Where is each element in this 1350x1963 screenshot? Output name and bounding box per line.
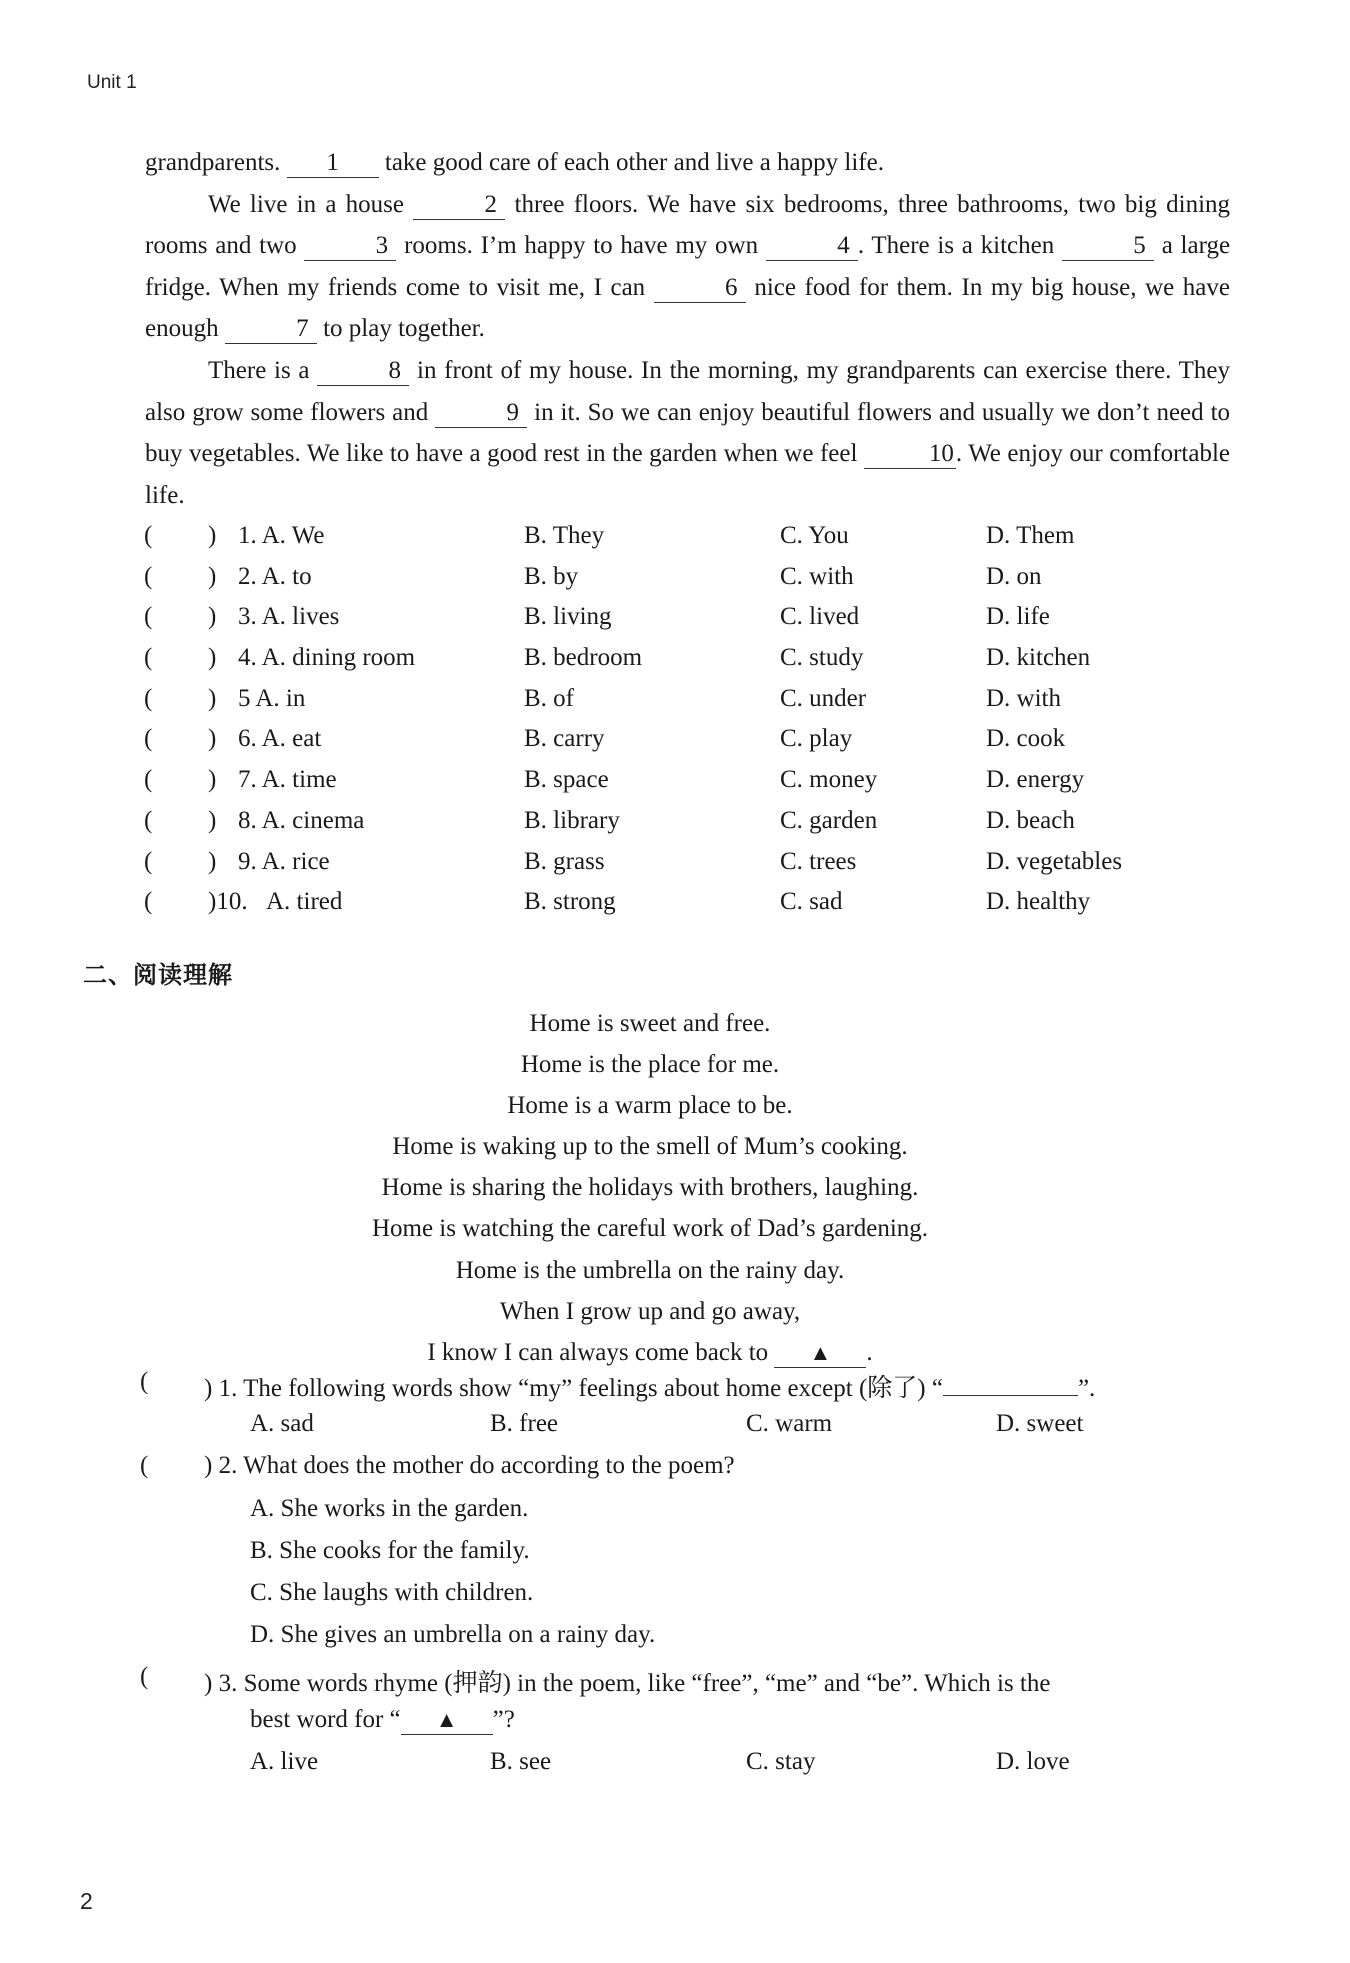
choice-row-1 — [140, 522, 1240, 563]
question-text — [204, 1368, 1095, 1404]
blank-2[interactable]: 2 — [413, 191, 505, 220]
option-c: C. trees — [780, 847, 857, 875]
option-d: D. vegetables — [986, 847, 1123, 875]
question-2-option-a — [140, 1495, 1250, 1537]
question-3-options — [140, 1748, 1250, 1790]
blank-10[interactable]: 10 — [864, 440, 956, 469]
passage-text: We live in a house — [208, 190, 405, 218]
choice-row-8 — [140, 807, 1240, 848]
question-3-line2 — [140, 1706, 1250, 1748]
question-text-post: ”? — [492, 1705, 515, 1733]
option-b: B. free — [490, 1410, 559, 1438]
answer-paren-close: ) — [208, 522, 217, 549]
question-2-option-b — [140, 1537, 1250, 1579]
option-d: D. on — [986, 562, 1042, 590]
option-c: C. warm — [746, 1410, 833, 1438]
option-d: D. love — [996, 1747, 1070, 1775]
option-b: B. see — [490, 1747, 552, 1775]
poem-line-text: I know I can always come back to — [427, 1338, 769, 1366]
answer-blank[interactable] — [943, 1395, 1078, 1396]
poem-line: Home is a warm place to be. — [507, 1092, 793, 1120]
question-text: ) 3. Some words rhyme (押韵) in the poem, like “free”, “me” and “be”. Which is the — [204, 1670, 1051, 1698]
option-b: B. by — [524, 562, 579, 590]
option-c: C. stay — [746, 1747, 816, 1775]
poem-line-end: . — [866, 1338, 873, 1366]
option-a: 4. A. dining room — [238, 644, 416, 672]
passage-text: . There is a kitchen — [857, 232, 1055, 260]
option-b: B. living — [524, 603, 612, 631]
passage-text: to play together. — [323, 315, 485, 343]
poem-line: Home is watching the careful work of Dad’s gardening. — [371, 1215, 929, 1243]
option-a: A. sad — [250, 1410, 314, 1438]
poem-line: Home is the place for me. — [520, 1051, 780, 1079]
option-c: C. money — [780, 766, 878, 794]
passage-text: nice food for them. In my big house, we have enough — [145, 273, 1230, 343]
triangle-blank-icon: ▲ — [401, 1706, 493, 1735]
question-2-option-c — [140, 1579, 1250, 1621]
option-c: C. garden — [780, 806, 878, 834]
answer-paren[interactable]: ( — [144, 684, 153, 712]
option-c: C. study — [780, 644, 864, 672]
passage-text: There is a — [208, 356, 310, 384]
passage-text: a large fridge. When my friends come to visit me, I can — [145, 232, 1231, 301]
option-d: D. with — [986, 684, 1061, 712]
choice-row-9 — [140, 848, 1240, 889]
blank-7[interactable]: 7 — [225, 315, 317, 344]
answer-paren-close: ) — [208, 562, 217, 590]
question-text-line2 — [250, 1706, 515, 1735]
option-c: C. You — [780, 522, 849, 549]
option-c: C. with — [780, 562, 854, 590]
answer-paren[interactable]: ( — [144, 562, 153, 590]
unit-label: Unit 1 — [87, 72, 137, 93]
blank-5[interactable]: 5 — [1062, 232, 1154, 261]
section-title-reading: 二、阅读理解 — [83, 961, 233, 989]
passage-text: grandparents. — [145, 149, 281, 176]
answer-paren-close: ) — [208, 684, 217, 712]
question-3 — [140, 1663, 1250, 1705]
question-2-option-d — [140, 1621, 1250, 1663]
passage-text: take good care of each other and live a happy life. — [384, 149, 884, 176]
answer-paren[interactable]: ( — [140, 1452, 149, 1480]
answer-paren-close: ) — [208, 725, 217, 753]
passage-paragraph-2 — [145, 184, 1230, 350]
option-d: D. cook — [986, 725, 1066, 753]
option-d: D. She gives an umbrella on a rainy day. — [250, 1621, 656, 1649]
answer-paren[interactable]: ( — [144, 766, 153, 794]
poem-line: When I grow up and go away, — [499, 1297, 801, 1325]
option-d: D. beach — [986, 806, 1075, 834]
option-a: 2. A. to — [238, 562, 312, 590]
blank-1[interactable]: 1 — [287, 149, 379, 178]
cloze-choices — [140, 522, 1240, 929]
answer-paren[interactable]: ( — [144, 888, 153, 916]
choice-row-7 — [140, 766, 1240, 807]
answer-paren-close: ) — [208, 644, 217, 672]
option-a: 6. A. eat — [238, 725, 322, 753]
option-a: 7. A. time — [238, 766, 337, 794]
passage-text: . We enjoy our comfortable life. — [145, 440, 1231, 509]
choice-row-10 — [140, 888, 1240, 929]
passage-text: rooms. I’m happy to have my own — [404, 232, 759, 260]
option-d: D. sweet — [996, 1410, 1084, 1438]
question-1 — [140, 1368, 1250, 1410]
option-a: 8. A. cinema — [238, 806, 365, 834]
answer-paren-close: )10. — [208, 888, 248, 916]
question-text-pre: best word for “ — [250, 1705, 401, 1733]
option-b: B. library — [524, 806, 620, 834]
question-text: ) 2. What does the mother do according to the poem? — [204, 1452, 735, 1480]
passage-paragraph-1 — [145, 142, 1230, 184]
option-a: 1. A. We — [238, 522, 325, 549]
option-c: C. lived — [780, 603, 860, 631]
option-c: C. play — [780, 725, 853, 753]
option-d: D. healthy — [986, 888, 1091, 916]
answer-paren[interactable]: ( — [144, 644, 153, 672]
option-c: C. sad — [780, 888, 843, 916]
question-1-options — [140, 1410, 1250, 1452]
option-a: A. tired — [266, 888, 343, 916]
option-d: D. energy — [986, 766, 1085, 794]
option-d: D. kitchen — [986, 644, 1091, 672]
option-a: 3. A. lives — [238, 603, 340, 631]
reading-questions — [140, 1368, 1250, 1790]
option-c: C. She laughs with children. — [250, 1578, 534, 1606]
answer-paren[interactable]: ( — [144, 603, 153, 631]
option-b: B. strong — [524, 888, 616, 916]
option-a: A. She works in the garden. — [250, 1494, 529, 1522]
answer-paren-close: ) — [208, 806, 217, 834]
blank-4[interactable]: 4 — [766, 232, 858, 261]
page-number: 2 — [80, 1888, 93, 1914]
answer-paren-close: ) — [208, 603, 217, 631]
option-b: B. She cooks for the family. — [250, 1536, 530, 1564]
blank-6[interactable]: 6 — [654, 274, 746, 303]
answer-paren[interactable]: ( — [140, 1663, 149, 1691]
option-d: D. Them — [986, 522, 1075, 549]
answer-paren[interactable]: ( — [144, 847, 153, 875]
choice-row-2 — [140, 563, 1240, 604]
choice-row-3 — [140, 603, 1240, 644]
option-c: C. under — [780, 684, 867, 712]
poem-line: Home is sweet and free. — [529, 1010, 771, 1037]
poem-line: Home is the umbrella on the rainy day. — [455, 1256, 845, 1284]
passage-text: three floors. We have six bedrooms, three bathrooms, two big dining rooms and two — [145, 190, 1231, 260]
option-a: A. live — [250, 1747, 319, 1775]
answer-paren[interactable]: ( — [144, 725, 153, 753]
option-b: B. space — [524, 766, 609, 794]
question-text-pre: ) 1. The following words show “my” feelings about home except (除了) “ — [204, 1375, 943, 1402]
choice-row-6 — [140, 725, 1240, 766]
cloze-passage — [145, 142, 1230, 516]
choice-row-5 — [140, 685, 1240, 726]
poem — [300, 1003, 1000, 1373]
option-b: B. of — [524, 684, 574, 712]
option-b: B. They — [524, 522, 605, 549]
question-text-post: ”. — [1077, 1375, 1096, 1402]
question-2 — [140, 1452, 1250, 1494]
passage-paragraph-3 — [145, 350, 1230, 516]
poem-last-line — [300, 1332, 1000, 1373]
blank-8[interactable]: 8 — [317, 357, 409, 386]
poem-line: Home is sharing the holidays with brothers, laughing. — [381, 1174, 919, 1202]
blank-3[interactable]: 3 — [304, 232, 396, 261]
answer-paren-close: ) — [208, 847, 217, 875]
triangle-blank-icon: ▲ — [774, 1339, 866, 1368]
option-b: B. carry — [524, 725, 605, 753]
answer-paren[interactable]: ( — [144, 522, 153, 549]
answer-paren-close: ) — [208, 766, 217, 794]
option-a: 5 A. in — [238, 684, 306, 712]
poem-line: Home is waking up to the smell of Mum’s cooking. — [392, 1133, 908, 1161]
choice-row-4 — [140, 644, 1240, 685]
passage-text: in front of my house. In the morning, my grandparents can exercise there. They also grow some flowers and — [145, 356, 1230, 426]
blank-9[interactable]: 9 — [435, 399, 527, 428]
option-a: 9. A. rice — [238, 847, 330, 875]
option-b: B. grass — [524, 847, 605, 875]
option-b: B. bedroom — [524, 644, 643, 672]
passage-text: in it. So we can enjoy beautiful flowers and usually we don’t need to buy vegetables. We like to have a good rest in the garden when we feel — [145, 398, 1231, 468]
option-d: D. life — [986, 603, 1050, 631]
answer-paren[interactable]: ( — [144, 806, 153, 834]
answer-paren[interactable]: ( — [140, 1368, 149, 1395]
